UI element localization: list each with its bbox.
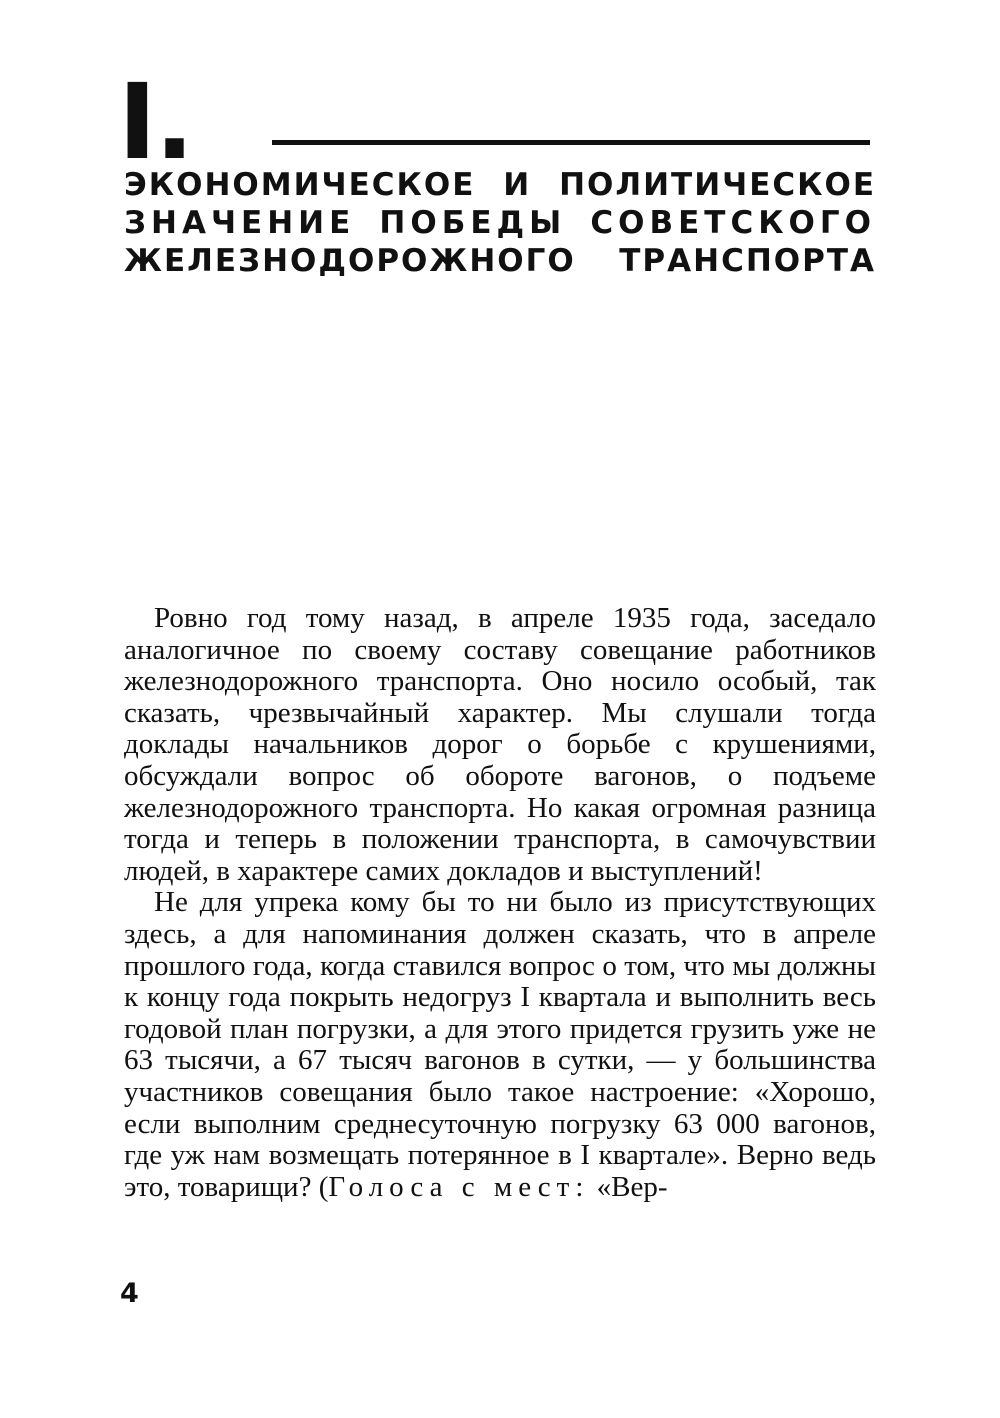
page-number: 4 [120,1278,139,1309]
paragraph [124,887,876,1203]
chapter-title [124,166,876,280]
chapter-title-line: ЖЕЛЕЗНОДОРОЖНОГО ТРАНСПОРТА [124,243,876,279]
body-text [124,603,876,1203]
chapter-title-line: ЭКОНОМИЧЕСКОЕ И ПОЛИТИЧЕСКОЕ [124,167,876,203]
chapter-title-line: ЗНАЧЕНИЕ ПОБЕДЫ СОВЕТСКОГО [124,205,876,241]
paragraph-text-tail: «Вер- [589,1170,668,1203]
paragraph: Ровно год тому назад, в апреле 1935 года, заседало аналогичное по своему составу совещание работников железнодорожного транспорта. Оно носило особый, так сказать, чрезвычайный характер. Мы слушали тогда доклады начальников дорог о борьбе с крушениями, обсуждали вопрос об обороте вагонов, о подъеме железнодорожного транспорта. Но какая огромная разница тогда и теперь в положении транспорта, в самочувствии людей, в характере самих докладов и выступлений! [124,602,876,887]
chapter-rule [272,140,870,145]
paragraph-text: Не для упрека кому бы то ни было из присутствующих здесь, а для напоминания должен сказать, что в апреле прошлого года, когда ставился вопрос о том, что мы должны к концу года покрыть недогруз I квартала и выполнить весь годовой план погрузки, а для этого придется грузить уже не 63 тысячи, а 67 тысяч вагонов в сутки, — у большинства участников совещания было такое настроение: «Хорошо, если выполним среднесуточную погрузку 63 000 вагонов, где уж нам возмещать потерянное в I квартале». Верно ведь это, товарищи? ( [124,886,876,1203]
spaced-emphasis: Голоса с мест: [328,1170,590,1203]
chapter-number: I. [118,61,193,183]
